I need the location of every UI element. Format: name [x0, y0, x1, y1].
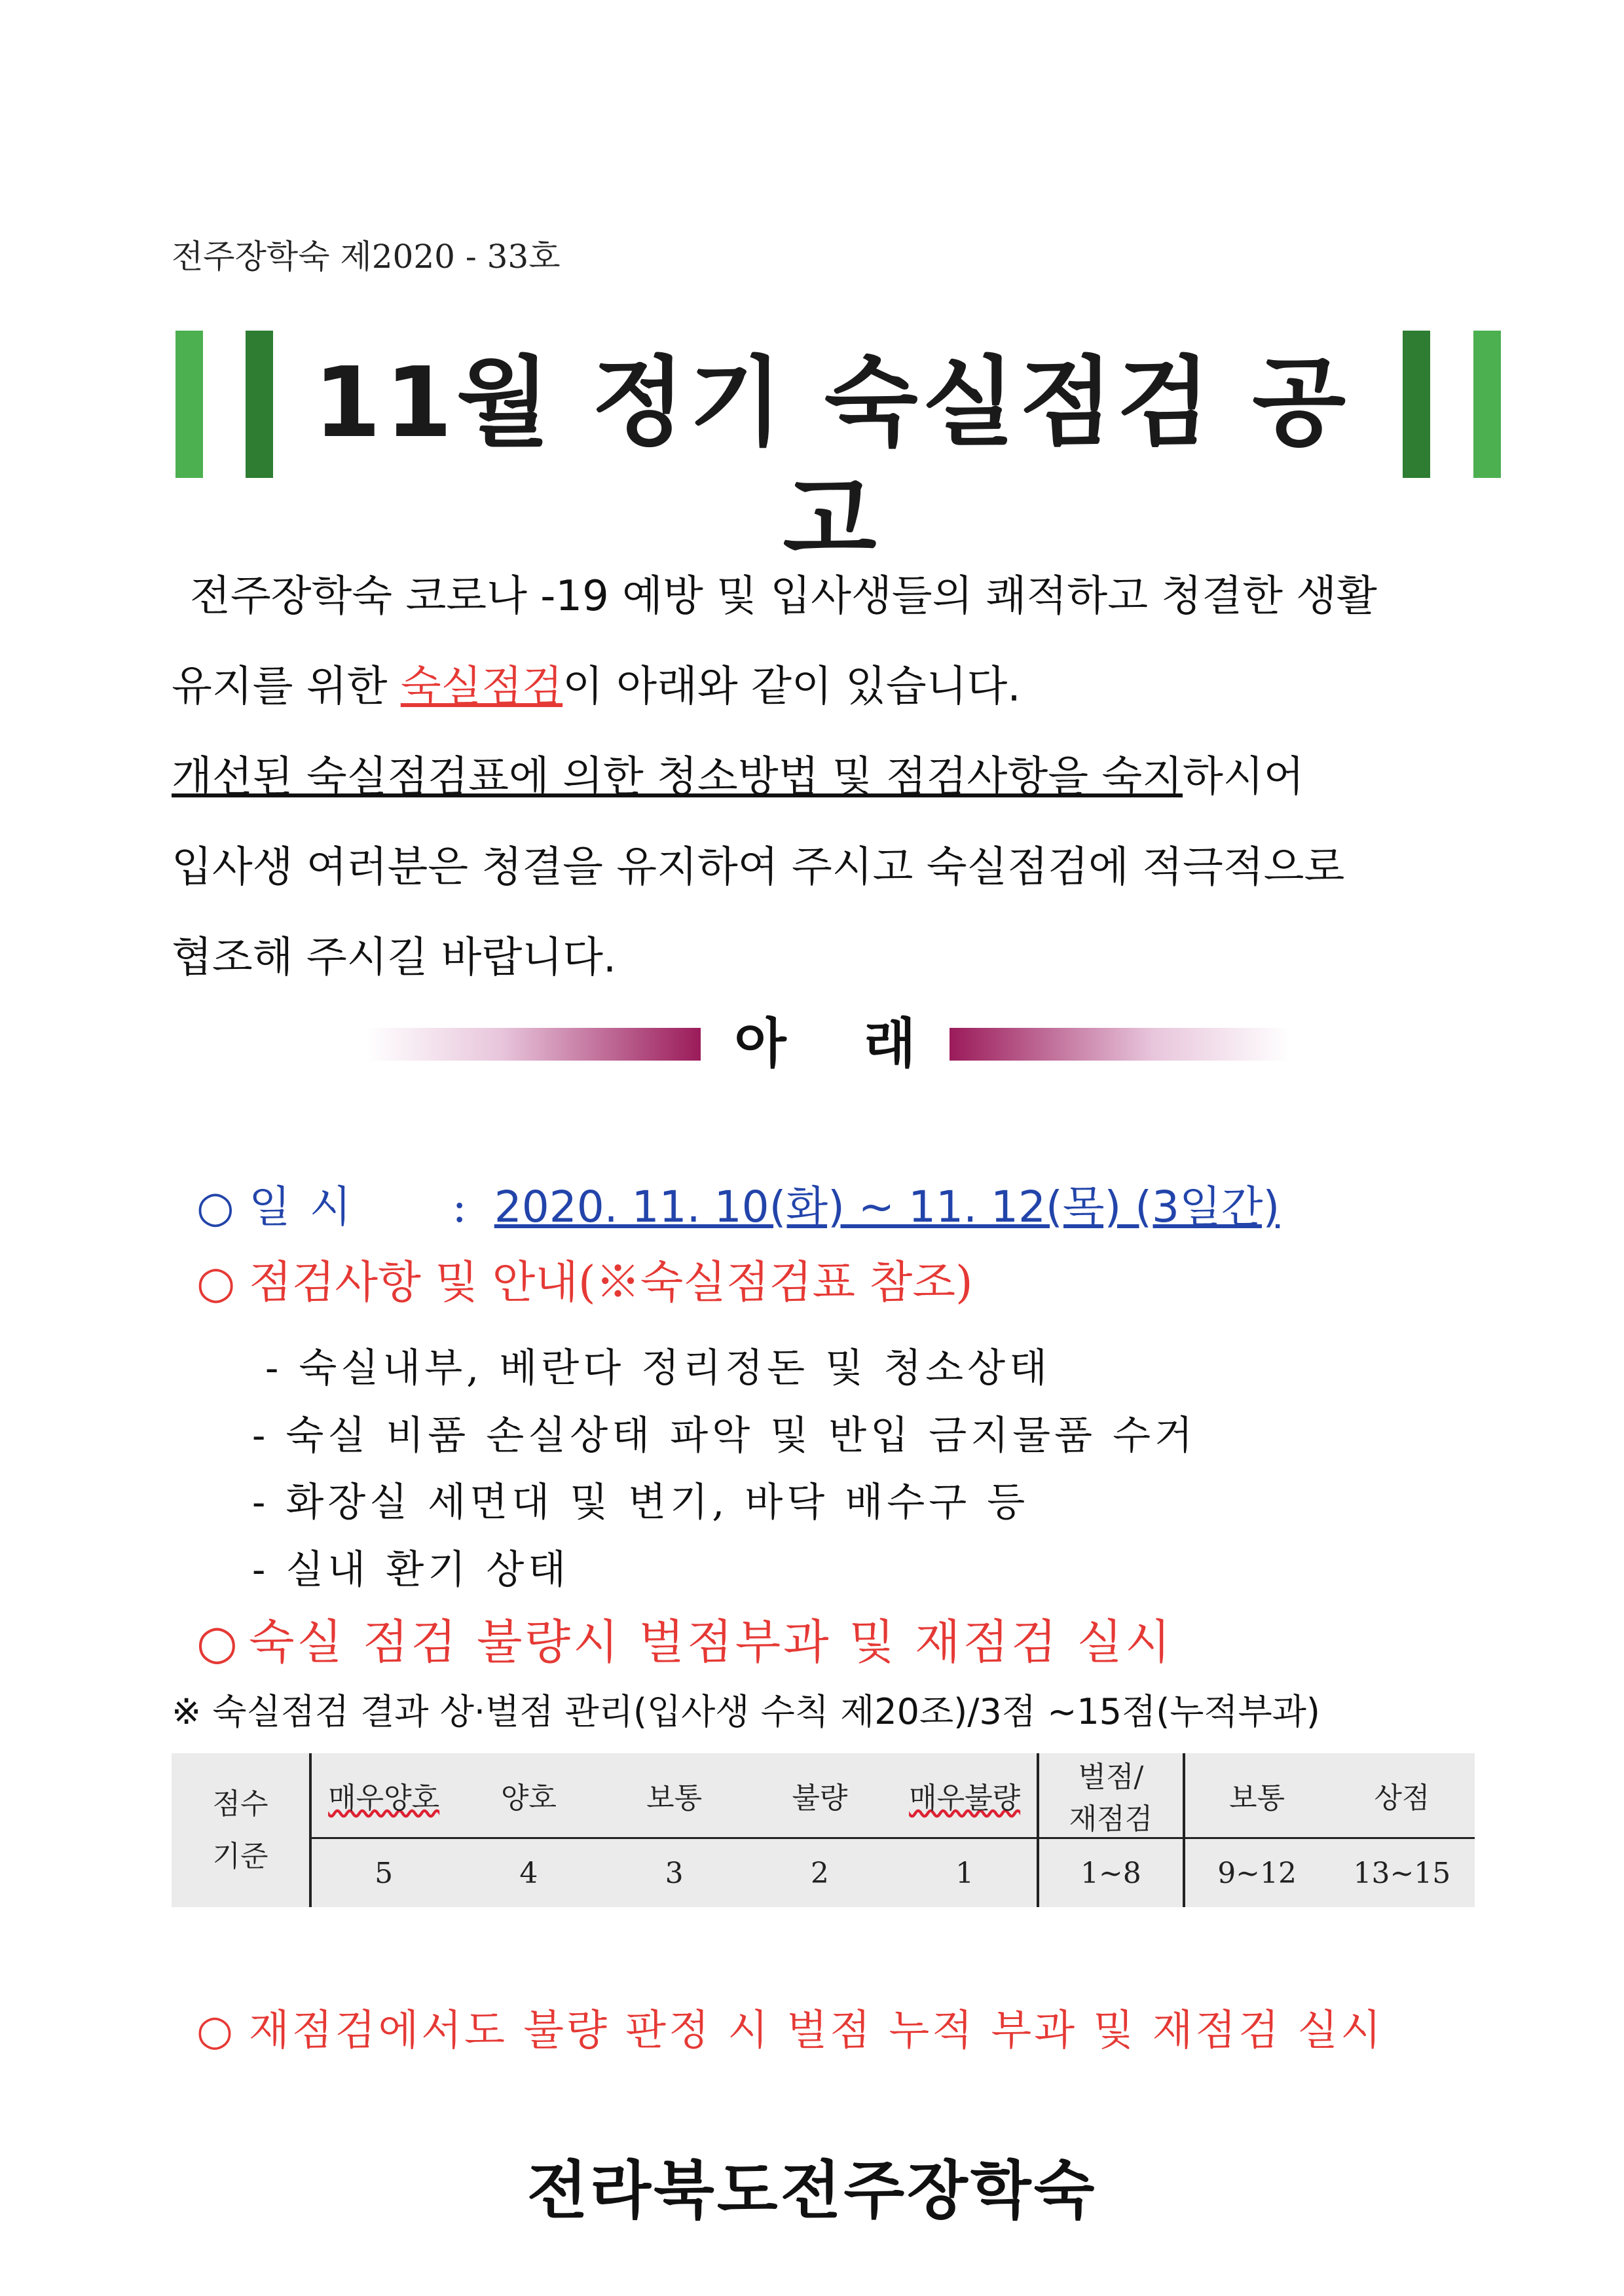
score-value: 4 [519, 1856, 538, 1890]
title-banner [0, 331, 1624, 577]
intro-highlight: 숙실점검 [400, 663, 563, 711]
score-col-header: 매우양호 [310, 1753, 456, 1838]
penalty-heading-row [196, 1604, 1173, 1672]
divider-gradient-right [950, 1028, 1290, 1061]
organization-name: 전라북도전주장학숙 [526, 2153, 1098, 2227]
recheck-notice-row [196, 1997, 1384, 2057]
check-item: - 화장실 세면대 및 변기, 바닥 배수구 등 [252, 1480, 1029, 1525]
score-value: 13~15 [1353, 1856, 1451, 1890]
score-table [172, 1753, 1475, 1907]
divider-gradient-left [367, 1028, 701, 1061]
score-value: 3 [665, 1856, 684, 1890]
score-value: 2 [810, 1856, 829, 1890]
score-col-header: 벌점/ 재점검 [1038, 1753, 1183, 1838]
section-divider [0, 1008, 1624, 1080]
title-bar-left-1 [175, 331, 203, 478]
circle-bullet-icon: ○ [196, 1257, 236, 1309]
score-value: 1~8 [1038, 1838, 1183, 1908]
intro-line-3 [172, 732, 1475, 822]
score-col-header: 상점 [1329, 1753, 1475, 1838]
score-row-header-bottom: 기준 [212, 1839, 268, 1873]
intro-line-2-pre: 유지를 위한 [172, 663, 401, 711]
intro-line-3-post: 하시어 [1183, 753, 1304, 801]
score-col-header: 매우불량 [893, 1753, 1038, 1838]
score-row-header-top: 점수 [212, 1787, 268, 1821]
checks-heading-row [196, 1247, 973, 1311]
intro-line-3-underlined: 개선된 숙실점검표에 의한 청소방법 및 점검사항을 숙지 [172, 753, 1183, 801]
score-col-header: 양호 [456, 1753, 601, 1838]
schedule-value: 2020. 11. 10(화) ~ 11. 12(목) (3일간) [494, 1182, 1280, 1232]
checks-heading: 점검사항 및 안내(※숙실점검표 참조) [249, 1257, 973, 1309]
schedule-row [196, 1172, 1280, 1234]
check-item: - 실내 환기 상태 [252, 1547, 570, 1593]
score-value: 5 [375, 1856, 394, 1890]
schedule-label: 일 시 [249, 1182, 354, 1232]
circle-bullet-icon: ○ [196, 2007, 236, 2055]
recheck-notice: 재점검에서도 불량 판정 시 벌점 누적 부과 및 재점검 실시 [249, 2007, 1384, 2055]
section-label: 아 래 [734, 1013, 916, 1075]
check-item: - 숙실내부, 베란다 정리정돈 및 청소상태 [265, 1345, 1052, 1391]
intro-line-2-post: 이 아래와 같이 있습니다. [563, 663, 1021, 711]
score-value: 1 [893, 1838, 1038, 1908]
schedule-colon: : [452, 1182, 467, 1232]
score-col-header: 보통 [602, 1753, 747, 1838]
score-col-header: 보통 [1184, 1753, 1329, 1838]
score-col-header: 불량 [747, 1753, 893, 1838]
intro-line-5: 협조해 주시길 바랍니다. [172, 934, 617, 982]
score-note: ※ 숙실점검 결과 상·벌점 관리(입사생 수칙 제20조)/3점 ~15점(누적부과) [172, 1691, 1320, 1732]
intro-line-4: 입사생 여러분은 청결을 유지하여 주시고 숙실점검에 적극적으로 [172, 843, 1345, 892]
title-bar-right-2 [1473, 331, 1501, 478]
intro-line-2 [172, 642, 1475, 732]
check-item: - 숙실 비품 손실상태 파악 및 반입 금지물품 수거 [252, 1413, 1197, 1459]
document-number: 전주장학숙 제2020 - 33호 [172, 238, 561, 276]
page-title: 11월 정기 숙실점검 공고 [313, 346, 1350, 577]
intro-line-1: 전주장학숙 코로나 -19 예방 및 입사생들의 쾌적하고 청결한 생활 [190, 572, 1377, 621]
score-value: 9~12 [1217, 1856, 1297, 1890]
penalty-heading: 숙실 점검 불량시 벌점부과 및 재점검 실시 [249, 1614, 1173, 1669]
circle-bullet-icon: ○ [196, 1182, 234, 1232]
score-row-header [172, 1753, 310, 1907]
title-bar-left-2 [246, 331, 273, 478]
title-bar-right-1 [1403, 331, 1430, 478]
intro-paragraph [172, 551, 1475, 1003]
circle-bullet-icon: ○ [196, 1614, 240, 1669]
